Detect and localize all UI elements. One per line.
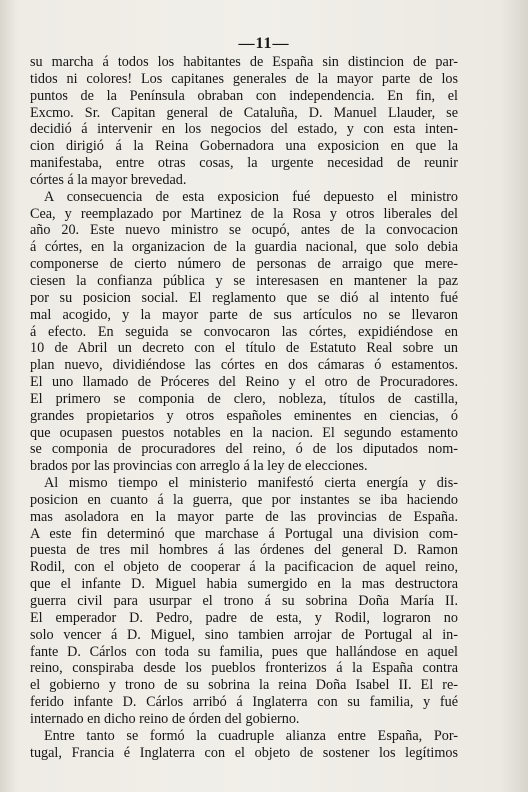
text-line: que el infante D. Miguel habia sumergido en la mas destructora xyxy=(30,576,458,593)
text-line: ferido infante D. Cárlos arribó á Inglaterra con su familia, y fué xyxy=(30,694,458,711)
text-line: internado en dicho reino de órden del gobierno. xyxy=(30,710,300,727)
text-line: fante D. Cárlos con toda su familia, pues que hallándose en aquel xyxy=(30,643,458,660)
text-line: tugal, Francia é Inglaterra con el objeto de sostener los legítimos xyxy=(30,744,458,761)
text-line: año 20. Este nuevo ministro se ocupó, antes de la convocacion xyxy=(30,222,458,239)
paragraph-start: Entre tanto se formó la cuadruple alianza entre España, Por- xyxy=(44,727,458,744)
text-line: por su posicion social. El reglamento que se dió al intento fué xyxy=(30,289,458,306)
body-text xyxy=(30,54,458,761)
text-line: El uno llamado de Próceres del Reino y el otro de Procuradores. xyxy=(30,374,458,391)
text-line: el gobierno y trono de su sobrina la reina Doña Isabel II. El re- xyxy=(30,677,458,694)
text-line: El primero se componia de clero, nobleza, títulos de castilla, xyxy=(30,390,458,407)
text-line: se componia de procuradores del reino, ó de los diputados nom- xyxy=(30,441,458,458)
text-line: guerra civil para usurpar el trono á su sobrina Doña María II. xyxy=(30,593,458,609)
text-line: A este fin determinó que marchase á Portugal una division com- xyxy=(30,525,458,542)
text-line: á efecto. En seguida se convocaron las córtes, expidiéndose en xyxy=(30,323,458,340)
text-line: 10 de Abril un decreto con el título de Estatuto Real sobre un xyxy=(30,340,458,357)
text-line: Cea, y reemplazado por Martinez de la Rosa y otros liberales del xyxy=(30,205,458,222)
text-line: posicion en cuanto á la guerra, que por instantes se iba haciendo xyxy=(30,491,458,508)
text-line: reino, conspiraba desde los pueblos fronterizos á la España contra xyxy=(30,660,458,677)
page-number: —11— xyxy=(238,35,290,52)
text-line: brados por las provincias con arreglo á la ley de elecciones. xyxy=(30,458,368,475)
paragraph-start: Al mismo tiempo el ministerio manifestó cierta energía y dis- xyxy=(44,475,458,492)
text-line: plan nuevo, dividiéndose las córtes en dos cámaras ó estamentos. xyxy=(30,357,458,374)
text-line: componerse de cierto número de personas de arraigo que mere- xyxy=(30,256,458,273)
text-line: grandes propietarios y otros españoles eminentes en ciencias, ó xyxy=(30,407,458,424)
text-line: puntos de la Península obraban con independencia. En fin, el xyxy=(30,87,458,104)
text-line: mal acogido, y la mayor parte de sus artículos no se llevaron xyxy=(30,306,458,323)
text-line: ciesen la confianza pública y se interesasen en mantener la paz xyxy=(30,272,458,289)
text-line: su marcha á todos los habitantes de España sin distincion de par- xyxy=(30,54,458,70)
text-line: Rodil, con el objeto de cooperar á la pacificacion de aquel reino, xyxy=(30,559,458,576)
text-line: córtes á la mayor brevedad. xyxy=(30,171,187,188)
text-line: decidió á intervenir en los negocios del estado, y con esta inten- xyxy=(30,121,458,138)
paragraph-start: A consecuencia de esta exposicion fué depuesto el ministro xyxy=(44,188,458,205)
text-line: que ocupasen puestos notables en la nacion. El segundo estamento xyxy=(30,424,458,441)
text-line: Excmo. Sr. Capitan general de Cataluña, D. Manuel Llauder, se xyxy=(30,104,458,121)
text-line: puesta de tres mil hombres á las órdenes del general D. Ramon xyxy=(30,542,458,559)
text-line: solo vencer á D. Miguel, sino tambien arrojar de Portugal al in- xyxy=(30,626,458,643)
text-line: manifestaba, entre otras cosas, la urgente necesidad de reunir xyxy=(30,155,458,172)
text-line: cion dirigió á la Reina Gobernadora una exposicion en que la xyxy=(30,138,458,155)
text-line: tidos ni colores! Los capitanes generales de la mayor parte de los xyxy=(30,70,458,87)
text-line: El emperador D. Pedro, padre de esta, y Rodil, lograron no xyxy=(30,609,458,626)
text-line: mas asoladora en la mayor parte de las provincias de España. xyxy=(30,508,458,525)
text-line: á córtes, en la organizacion de la guardia nacional, que solo debia xyxy=(30,239,458,256)
